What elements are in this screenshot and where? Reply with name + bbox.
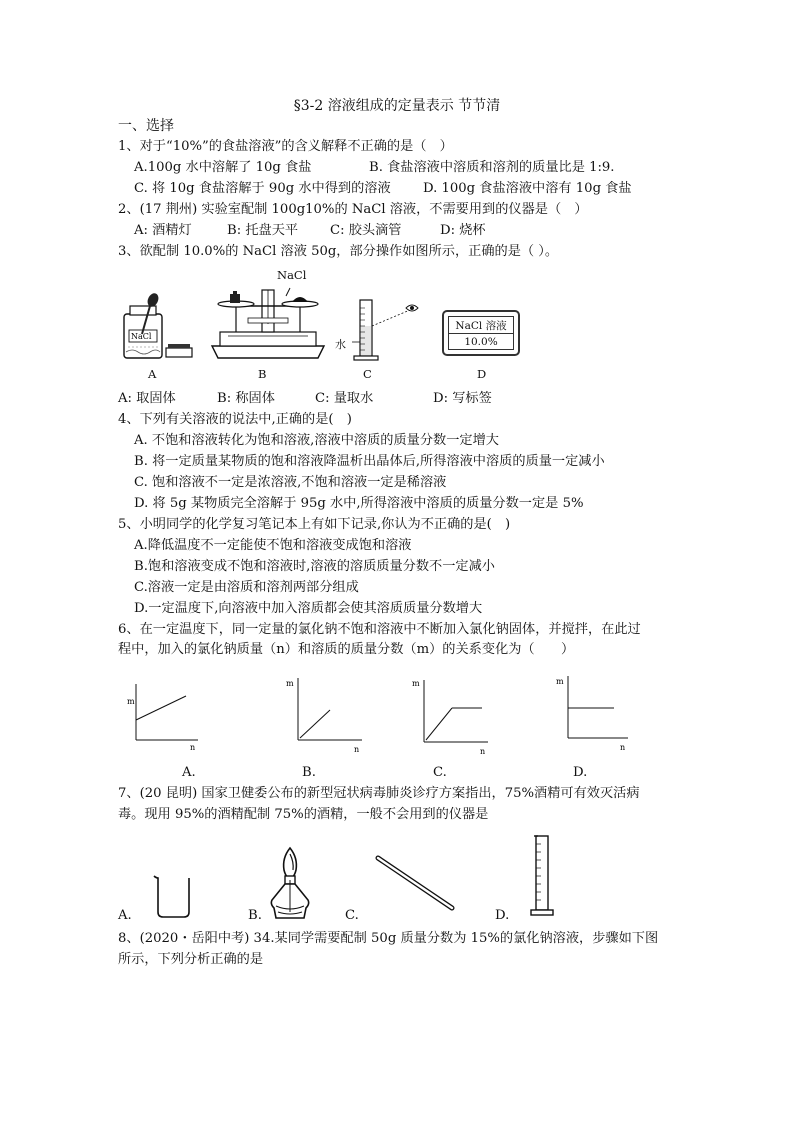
q6-option-b: B. xyxy=(302,765,316,780)
page-title: §3-2 溶液组成的定量表示 节节清 xyxy=(293,98,501,114)
q6-stem-line1: 6、在一定温度下，同一定量的氯化钠不饱和溶液中不断加入氯化钠固体，并搅拌，在此过 xyxy=(118,622,641,637)
q6-graph-a xyxy=(126,682,206,752)
q5-option-c: C.溶液一定是由溶质和溶剂两部分组成 xyxy=(134,580,359,595)
q3-figure-c-label: C xyxy=(363,367,372,381)
q6-graph-a-axis-n: n xyxy=(190,743,196,752)
q8-stem-line2: 所示，下列分析正确的是 xyxy=(118,952,264,967)
q3-figure-b-label: B xyxy=(258,367,267,381)
q6-option-a: A. xyxy=(182,765,196,780)
q3-option-b: B: 称固体 xyxy=(217,391,275,406)
q7-graduated-cylinder-icon xyxy=(528,832,558,920)
q5-option-a: A.降低温度不一定能使不饱和溶液变成饱和溶液 xyxy=(134,538,412,553)
q7-option-c: C. xyxy=(345,908,359,923)
q3-figure-c-water-label: 水 xyxy=(335,338,346,351)
q6-graph-d-axis-n: n xyxy=(620,743,626,752)
q1-stem: 1、对于“10%”的食盐溶液”的含义解释不正确的是（ ） xyxy=(118,139,453,154)
q4-option-d: D. 将 5g 某物质完全溶解于 95g 水中,所得溶液中溶质的质量分数一定是 5% xyxy=(134,496,584,511)
q3-figure-d-label: D xyxy=(477,367,487,381)
q2-option-c: C: 胶头滴管 xyxy=(330,223,402,238)
q3-figure-b-nacl-label: NaCl xyxy=(277,268,307,282)
q6-graph-d-axis-m: m xyxy=(556,677,564,686)
q3-option-c: C: 量取水 xyxy=(315,391,374,406)
q8-stem-line1: 8、(2020・岳阳中考) 34.某同学需要配制 50g 质量分数为 15%的氯化钠溶液，步骤如下图 xyxy=(118,931,659,946)
q6-graph-a-axis-m: m xyxy=(127,697,135,706)
q6-graph-b-axis-n: n xyxy=(354,745,360,754)
q6-option-d: D. xyxy=(573,765,588,780)
q7-stem-line2: 毒。现用 95%的酒精配制 75%的酒精，一般不会用到的仪器是 xyxy=(118,807,489,822)
q3-figure-d-label-bottom: 10.0% xyxy=(464,336,498,348)
q3-figure-d-label-box xyxy=(442,310,520,356)
q4-option-b: B. 将一定质量某物质的饱和溶液降温析出晶体后,所得溶液中溶质的质量一定减小 xyxy=(134,454,605,469)
q1-option-b: B. 食盐溶液中溶质和溶剂的质量比是 1:9. xyxy=(369,160,615,175)
q7-beaker-icon xyxy=(150,872,196,920)
q7-option-d: D. xyxy=(495,908,510,923)
q4-stem: 4、下列有关溶液的说法中,正确的是( ) xyxy=(118,412,352,427)
q6-graph-d xyxy=(552,672,634,752)
q5-stem: 5、小明同学的化学复习笔记本上有如下记录,你认为不正确的是( ) xyxy=(118,517,511,532)
q6-graph-c-axis-m: m xyxy=(412,679,420,688)
q3-option-a: A: 取固体 xyxy=(118,391,176,406)
q6-graph-b-axis-m: m xyxy=(286,679,294,688)
q2-option-a: A: 酒精灯 xyxy=(134,223,192,238)
q2-stem: 2、(17 荆州) 实验室配制 100g10%的 NaCl 溶液，不需要用到的仪器是（ ） xyxy=(118,202,588,217)
q3-option-d: D: 写标签 xyxy=(433,391,492,406)
q6-graph-c xyxy=(410,676,494,756)
q6-graph-b xyxy=(286,676,366,756)
q3-figure-a-label: A xyxy=(148,367,157,381)
q3-figure-b-balance xyxy=(208,282,328,364)
q1-option-d: D. 100g 食盐溶液中溶有 10g 食盐 xyxy=(423,181,632,196)
q2-option-d: D: 烧杯 xyxy=(440,223,486,238)
q1-option-a: A.100g 水中溶解了 10g 食盐 xyxy=(134,160,312,175)
q4-option-c: C. 饱和溶液不一定是浓溶液,不饱和溶液一定是稀溶液 xyxy=(134,475,447,490)
q5-option-b: B.饱和溶液变成不饱和溶液时,溶液的溶质质量分数不一定减小 xyxy=(134,559,495,574)
q7-glass-rod-icon xyxy=(372,852,458,914)
q5-option-d: D.一定温度下,向溶液中加入溶质都会使其溶质质量分数增大 xyxy=(134,601,483,616)
q7-stem-line1: 7、(20 昆明) 国家卫健委公布的新型冠状病毒肺炎诊疗方案指出，75%酒精可有效灭活病 xyxy=(118,786,640,801)
q1-option-c: C. 将 10g 食盐溶解于 90g 水中得到的溶液 xyxy=(134,181,391,196)
q3-figure-d-label-top: NaCl 溶液 xyxy=(455,320,507,332)
q6-stem-line2: 程中，加入的氯化钠质量（n）和溶质的质量分数（m）的关系变化为（ ） xyxy=(118,642,575,657)
q3-figure-c-cylinder xyxy=(330,296,430,364)
svg-text:NaCl: NaCl xyxy=(131,332,152,341)
q6-graph-c-axis-n: n xyxy=(480,747,486,756)
q3-stem: 3、欲配制 10.0%的 NaCl 溶液 50g，部分操作如图所示，正确的是（ ）。 xyxy=(118,244,559,259)
q3-figure-a-reagent-bottle xyxy=(118,292,198,364)
q7-option-a: A. xyxy=(118,908,132,923)
q6-option-c: C. xyxy=(433,765,447,780)
q4-option-a: A. 不饱和溶液转化为饱和溶液,溶液中溶质的质量分数一定增大 xyxy=(134,433,499,448)
q7-alcohol-lamp-icon xyxy=(266,846,316,922)
section-heading: 一、选择 xyxy=(118,118,174,134)
q2-option-b: B: 托盘天平 xyxy=(227,223,299,238)
q7-option-b: B. xyxy=(248,908,262,923)
